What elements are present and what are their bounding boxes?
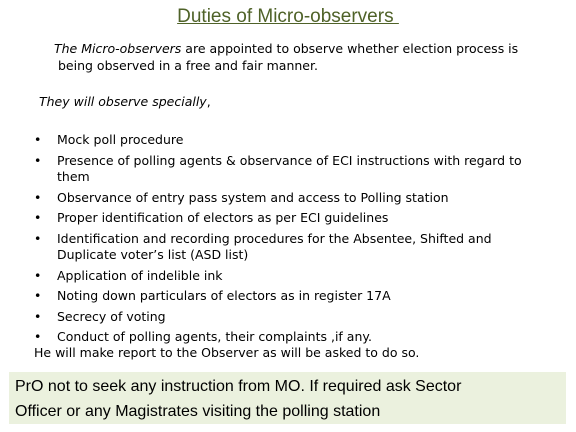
duty-text: Mock poll procedure	[57, 132, 184, 147]
duty-item	[34, 309, 554, 326]
intro-emphasis: The Micro-observers	[54, 41, 182, 56]
duty-item	[34, 268, 554, 285]
bullet-icon: •	[34, 189, 42, 205]
duty-item	[34, 190, 554, 207]
note-box	[9, 372, 566, 424]
duty-text: Conduct of polling agents, their complaints ,if any.	[57, 329, 372, 344]
duty-item	[34, 329, 554, 346]
bullet-icon: •	[34, 288, 42, 303]
duty-text: Duplicate voter’s list (ASD list)	[57, 247, 249, 262]
bullet-icon: •	[34, 132, 42, 147]
duty-text: them	[57, 169, 90, 184]
intro-line2: being observed in a free and fair manner.	[58, 58, 318, 73]
closing-statement: He will make report to the Observer as will be asked to do so.	[34, 345, 420, 360]
duty-item	[34, 288, 554, 305]
duty-text: Proper identification of electors as per ECI guidelines	[57, 210, 389, 225]
duty-item	[34, 153, 554, 186]
duty-text: Identification and recording procedures for the Absentee, Shifted and	[57, 230, 492, 246]
duty-text: Observance of entry pass system and access to Polling station	[57, 189, 449, 205]
observe-heading	[39, 94, 211, 109]
duty-text: Noting down particulars of electors as in register 17A	[57, 288, 391, 303]
observe-suffix: ,	[206, 94, 211, 109]
bullet-icon: •	[34, 267, 42, 283]
duty-text: Application of indelible ink	[57, 267, 223, 283]
page-title: Duties of Micro-observers	[177, 6, 399, 27]
intro-line1: are appointed to observe whether election process is	[181, 41, 519, 56]
duty-text: Presence of polling agents & observance of ECI instructions with regard to	[57, 152, 522, 168]
observe-prefix: They will observe specially	[39, 94, 207, 109]
bullet-icon: •	[34, 210, 42, 225]
bullet-icon: •	[34, 308, 42, 324]
note-line1: PrO not to seek any instruction from MO. If required ask Sector	[15, 378, 462, 395]
bullet-icon: •	[34, 230, 42, 246]
intro-paragraph	[54, 40, 554, 74]
bullet-icon: •	[34, 329, 42, 344]
bullet-icon: •	[34, 152, 42, 168]
duties-list	[34, 132, 554, 346]
duty-item	[34, 210, 554, 227]
duty-text: Secrecy of voting	[57, 308, 166, 324]
duty-item	[34, 132, 554, 149]
note-line2: Officer or any Magistrates visiting the polling station	[15, 403, 381, 420]
duty-item	[34, 231, 554, 264]
